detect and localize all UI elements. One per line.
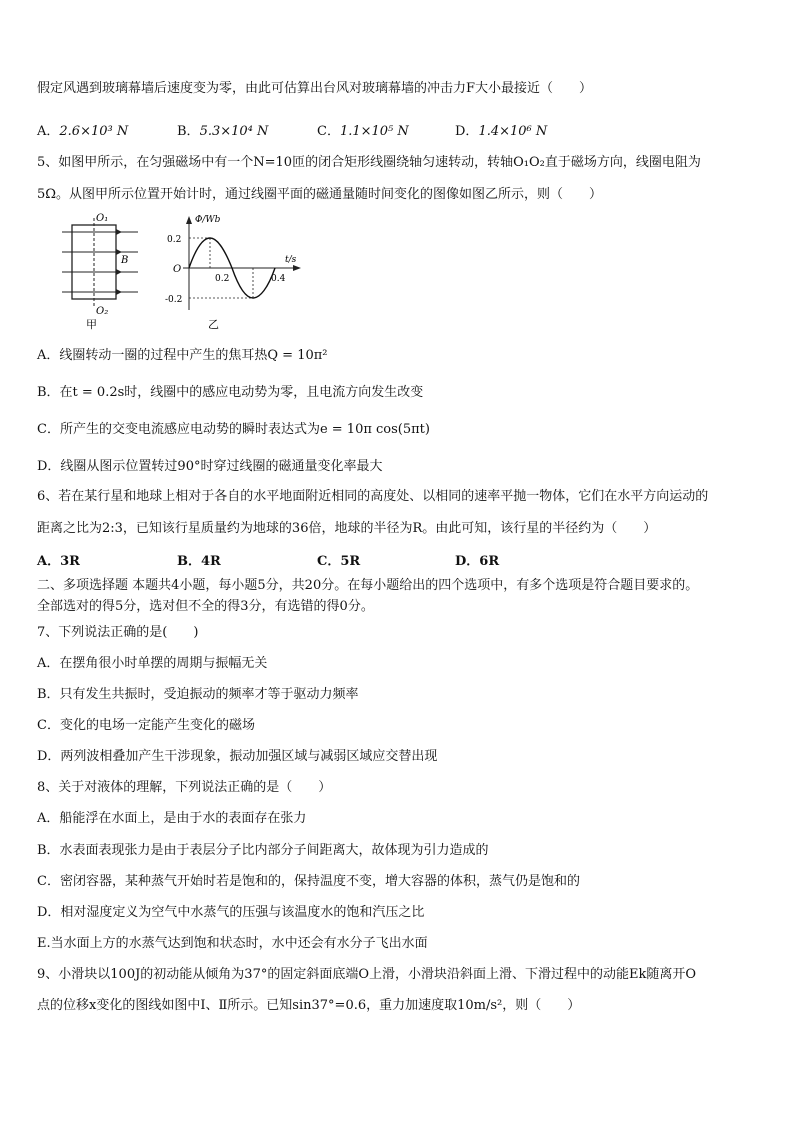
q6-stem-line1: 6、若在某行星和地球上相对于各自的水平地面附近相同的高度处、以相同的速率平抛一物体，它们在水平方向运动的	[37, 489, 709, 504]
q8-stem: 8、关于对液体的理解，下列说法正确的是（ ）	[37, 780, 332, 795]
figure-yi	[165, 210, 305, 332]
q8-option-d: D．相对湿度定义为空气中水蒸气的压强与该温度水的饱和汽压之比	[37, 905, 425, 920]
q6-stem-line2: 距离之比为2:3，已知该行星质量约为地球的36倍，地球的半径为R。由此可知，该行星的半径约为（ ）	[37, 521, 657, 536]
q5-stem-line2: 5Ω。从图甲所示位置开始计时，通过线圈平面的磁通量随时间变化的图像如图乙所示，则（ ）	[37, 187, 603, 202]
q5-option-d: D．线圈从图示位置转过90°时穿过线圈的磁通量变化率最大	[37, 459, 383, 474]
q6-option-a: A．3R	[37, 554, 80, 569]
q5-option-a: A．线圈转动一圈的过程中产生的焦耳热Q = 10π²	[37, 348, 328, 363]
origin-label: O	[173, 264, 182, 275]
q4-stem-tail: 假定风遇到玻璃幕墙后速度变为零，由此可估算出台风对玻璃幕墙的冲击力F大小最接近（ ）	[37, 81, 593, 96]
q4-options	[37, 120, 547, 139]
q5-stem-line1: 5、如图甲所示，在匀强磁场中有一个N=10匝的闭合矩形线圈绕轴匀速转动，转轴O₁O₂直于磁场方向，线圈电阻为	[37, 155, 701, 170]
y-tick-top: 0.2	[167, 235, 182, 245]
q6-option-b: B．4R	[177, 554, 221, 569]
q8-option-c: C．密闭容器，某种蒸气开始时若是饱和的，保持温度不变，增大容器的体积，蒸气仍是饱和的	[37, 874, 580, 889]
x-axis-label: t/s	[285, 255, 297, 265]
caption-jia: 甲	[86, 318, 97, 331]
coil-rectangle	[72, 225, 116, 299]
q4-option-a: A．2.6×10³ N	[37, 124, 129, 139]
section2-line2: 全部选对的得5分，选对但不全的得3分，有选错的得0分。	[37, 599, 374, 614]
q6-option-c: C．5R	[317, 554, 361, 569]
q7-stem: 7、下列说法正确的是( )	[37, 625, 199, 640]
q7-option-d: D．两列波相叠加产生干涉现象，振动加强区域与减弱区域应交替出现	[37, 749, 438, 764]
x-tick-04: 0.4	[271, 274, 286, 284]
y-tick-bottom: -0.2	[165, 295, 183, 305]
q7-option-a: A．在摆角很小时单摆的周期与振幅无关	[37, 656, 268, 671]
q9-stem-line1: 9、小滑块以100J的初动能从倾角为37°的固定斜面底端O上滑，小滑块沿斜面上滑、下滑过程中的动能Ek随离开O	[37, 967, 697, 982]
q8-option-a: A．船能浮在水面上，是由于水的表面存在张力	[37, 811, 307, 826]
q7-option-c: C．变化的电场一定能产生变化的磁场	[37, 718, 255, 733]
q6-options	[37, 550, 499, 569]
x-tick-02: 0.2	[215, 274, 230, 284]
figure-jia	[58, 210, 148, 332]
caption-yi: 乙	[208, 318, 219, 331]
section2-line1: 二、多项选择题 本题共4小题，每小题5分，共20分。在每小题给出的四个选项中，有多个选项是符合题目要求的。	[37, 578, 699, 593]
label-o2: O₂	[96, 306, 109, 317]
q7-option-b: B．只有发生共振时，受迫振动的频率才等于驱动力频率	[37, 687, 359, 702]
q5-option-b: B．在t = 0.2s时，线圈中的感应电动势为零，且电流方向发生改变	[37, 385, 424, 400]
label-b: B	[121, 255, 129, 266]
q8-option-b: B．水表面表现张力是由于表层分子比内部分子间距离大，故体现为引力造成的	[37, 843, 489, 858]
label-o1: O₁	[96, 213, 109, 224]
q4-option-d: D．1.4×10⁶ N	[455, 124, 548, 139]
q8-option-e: E.当水面上方的水蒸气达到饱和状态时，水中还会有水分子飞出水面	[37, 936, 428, 951]
y-axis-label: Φ/Wb	[195, 215, 221, 225]
q4-option-c: C．1.1×10⁵ N	[317, 124, 409, 139]
q4-option-b: B．5.3×10⁴ N	[177, 124, 269, 139]
q5-option-c: C．所产生的交变电流感应电动势的瞬时表达式为e = 10π cos(5πt)	[37, 422, 430, 437]
q6-option-d: D．6R	[455, 554, 500, 569]
q9-stem-line2: 点的位移x变化的图线如图中Ⅰ、Ⅱ所示。已知sin37°=0.6，重力加速度取10m/s²，则（ ）	[37, 998, 581, 1013]
